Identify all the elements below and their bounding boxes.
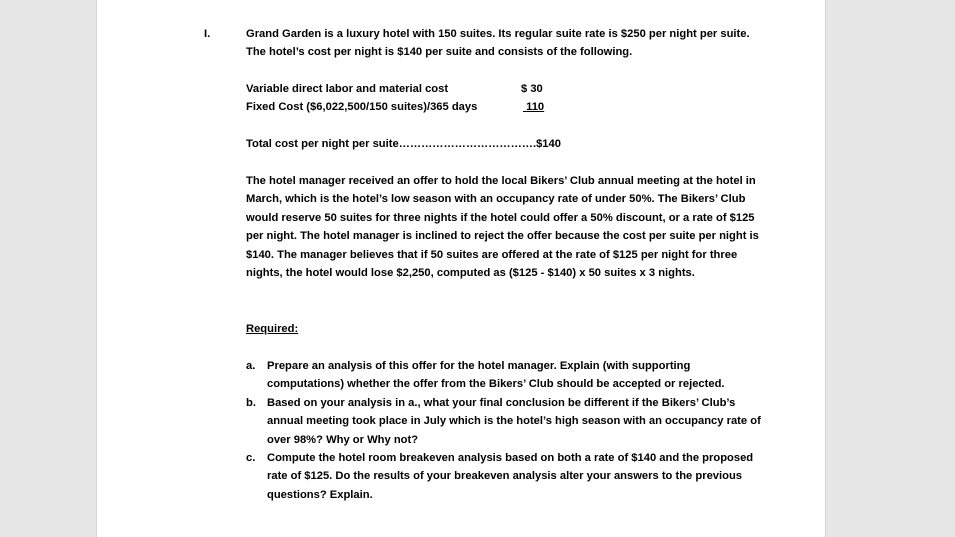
question-b-letter: b. bbox=[246, 397, 256, 409]
total-cost-label: Total cost per night per suite………………………………. bbox=[246, 138, 537, 150]
document-body bbox=[97, 0, 825, 537]
question-c-text: Compute the hotel room breakeven analysis based on both a rate of $140 and the proposed rate of $125. Do the results of your breakeven analysis alter your answers to the previous questions? Explain. bbox=[267, 452, 754, 501]
document-page bbox=[96, 0, 826, 537]
scenario-paragraph: The hotel manager received an offer to hold the local Bikers’ Club annual meeting at the hotel in March, which is the hotel’s low season with an occupancy rate of under 50%. The Bikers’ Club would reserve 50 suites for three nights if the hotel could offer a 50% discount, or a rate of $125 per night. The hotel manager is inclined to reject the offer because the cost per suite per night is $140. The manager believes that if 50 suites are offered at the rate of $125 per night for three nights, the hotel would lose $2,250, computed as ($125 - $140) x 50 suites x 3 nights. bbox=[246, 175, 759, 280]
total-cost-value: $140 bbox=[536, 138, 561, 150]
required-heading: Required: bbox=[246, 323, 299, 335]
question-a-letter: a. bbox=[246, 360, 256, 372]
cost-value-variable: $ 30 bbox=[521, 83, 543, 95]
cost-label-variable: Variable direct labor and material cost bbox=[246, 83, 449, 95]
question-a-text: Prepare an analysis of this offer for the hotel manager. Explain (with supporting computations) whether the offer from the Bikers’ Club should be accepted or rejected. bbox=[267, 360, 725, 391]
cost-value-fixed: 110 bbox=[526, 101, 545, 113]
question-c-letter: c. bbox=[246, 452, 256, 464]
problem-number: I. bbox=[204, 28, 211, 40]
cost-label-fixed: Fixed Cost ($6,022,500/150 suites)/365 days bbox=[246, 101, 478, 113]
total-cost-line bbox=[246, 135, 561, 153]
problem-intro: Grand Garden is a luxury hotel with 150 suites. Its regular suite rate is $250 per night per suite. The hotel’s cost per night is $140 per suite and consists of the following. bbox=[246, 28, 750, 59]
question-b-text: Based on your analysis in a., what your final conclusion be different if the Bikers’ Club’s annual meeting took place in July which is the hotel’s high season with an occupancy rate of over 98%? Why or Why not? bbox=[267, 397, 761, 446]
